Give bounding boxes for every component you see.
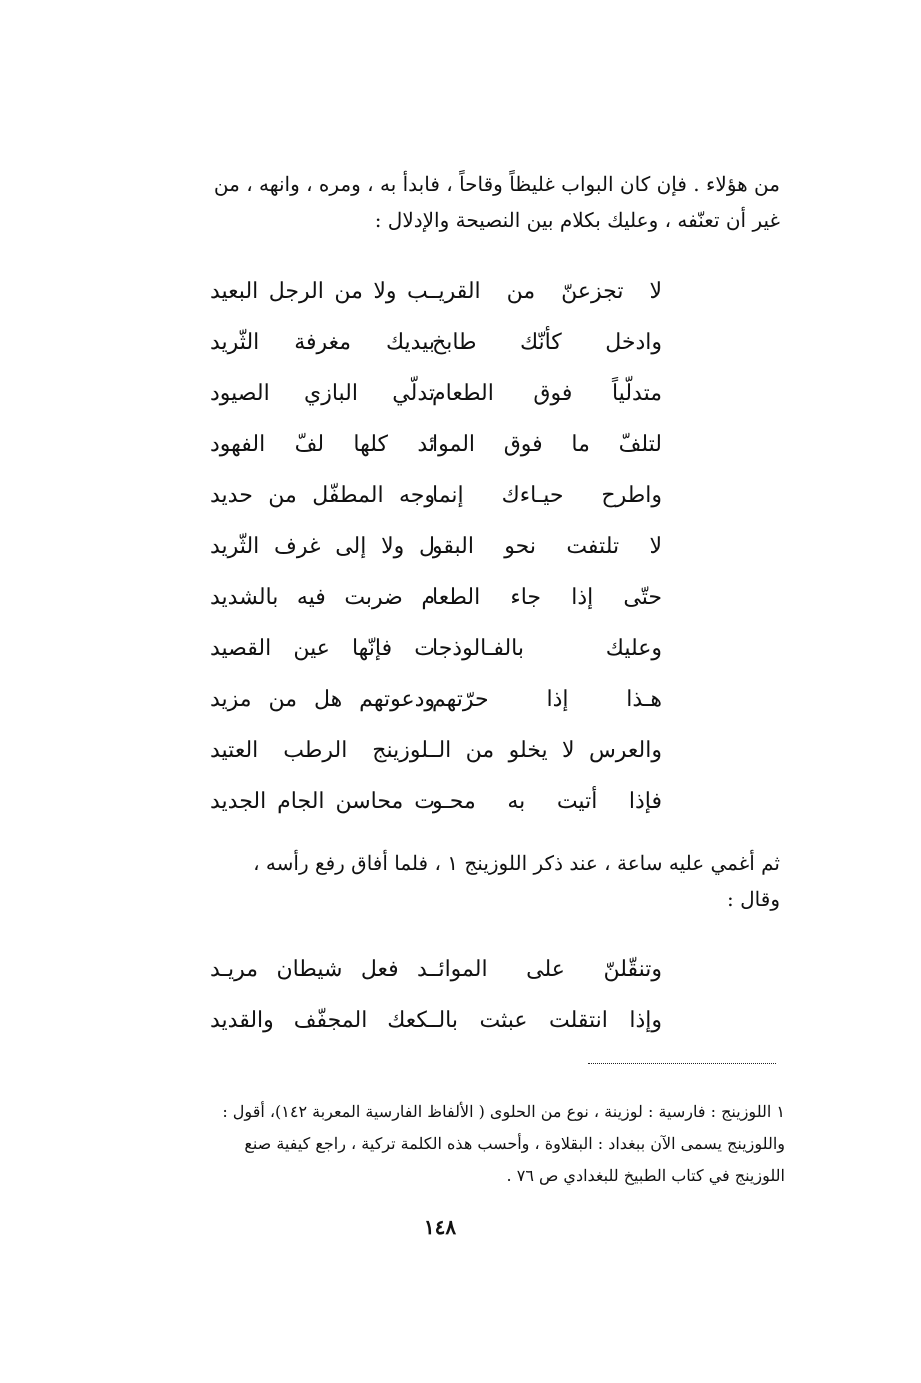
verse-second-hemistich: ت محاسن الجام الجديد xyxy=(210,789,435,814)
verse-second-hemistich: تدلّي البازي الصيود xyxy=(210,381,435,406)
poem-verse xyxy=(190,731,680,782)
verse-first-hemistich: فإذا أتيت به محـو xyxy=(432,789,662,814)
footnote xyxy=(130,1096,785,1192)
poem-verse xyxy=(190,680,680,731)
footnote-line: واللوزينج يسمى الآن ببغداد : البقلاوة ، وأحسب هذه الكلمة تركية ، راجع كيفية صنع xyxy=(244,1134,785,1153)
poem-verse xyxy=(190,629,680,680)
poem-verse xyxy=(190,476,680,527)
poem-block-2 xyxy=(190,950,680,1052)
verse-first-hemistich: وعليك بالفـالوذجا xyxy=(432,636,662,661)
poem-verse xyxy=(190,527,680,578)
poem-verse xyxy=(190,782,680,833)
footnote-line: ١ اللوزينج : فارسية : لوزينة ، نوع من الحلوى ( الألفاظ الفارسية المعربة ١٤٢)، أقول : xyxy=(222,1102,785,1121)
verse-first-hemistich: وادخل كأنّك طابخ xyxy=(432,330,662,355)
verse-first-hemistich: وإذا انتقلت عبثت بالـ xyxy=(432,1008,662,1033)
verse-second-hemistich: ودعوتهم هل من مزيد xyxy=(210,687,435,712)
poem-verse xyxy=(190,323,680,374)
verse-first-hemistich: واطرح حيـاءك إنما xyxy=(432,483,662,508)
paragraph-line: وقال : xyxy=(727,887,780,911)
verse-second-hemistich: ـلوزينج الرطب العتيد xyxy=(210,738,435,763)
footnote-line: اللوزينج في كتاب الطبيخ للبغدادي ص ٧٦ . xyxy=(506,1166,785,1185)
paragraph-fainting xyxy=(108,845,780,917)
page-number: ١٤٨ xyxy=(423,1215,457,1239)
verse-second-hemistich: ل ولا إلى غرف الثّريد xyxy=(210,534,435,559)
verse-second-hemistich: ئد كلها لفّ الفهود xyxy=(210,432,435,457)
verse-second-hemistich: ـب ولا من الرجل البعيد xyxy=(210,279,435,304)
paragraph-line: غير أن تعنّفه ، وعليك بكلام بين النصيحة والإدلال : xyxy=(374,208,780,232)
verse-first-hemistich: هـذا إذا حرّتهم xyxy=(432,687,662,712)
verse-second-hemistich: ـكعك المجفّف والقديد xyxy=(210,1008,435,1033)
verse-first-hemistich: لتلفّ ما فوق الموا xyxy=(432,432,662,457)
verse-first-hemistich: والعرس لا يخلو من الـ xyxy=(432,738,662,763)
verse-second-hemistich: م ضربت فيه بالشديد xyxy=(210,585,435,610)
paragraph-intro xyxy=(128,166,780,238)
verse-second-hemistich: ت فإنّها عين القصيد xyxy=(210,636,435,661)
poem-verse xyxy=(190,425,680,476)
footnote-divider xyxy=(588,1063,776,1064)
poem-verse xyxy=(190,578,680,629)
verse-second-hemistich: وجه المطفّل من حديد xyxy=(210,483,435,508)
verse-first-hemistich: حتّى إذا جاء الطعا xyxy=(432,585,662,610)
verse-second-hemistich: ـد فعل شيطان مريـد xyxy=(210,957,435,982)
poem-verse xyxy=(190,272,680,323)
verse-first-hemistich: لا تجزعنّ من القريـ xyxy=(432,279,662,304)
verse-first-hemistich: وتنقّلنّ على الموائـ xyxy=(432,957,662,982)
paragraph-line: ثم أغمي عليه ساعة ، عند ذكر اللوزينج ١ ، فلما أفاق رفع رأسه ، xyxy=(253,851,780,875)
verse-first-hemistich: لا تلتفت نحو البقو xyxy=(432,534,662,559)
paragraph-line: من هؤلاء . فإن كان البواب غليظاً وقاحاً ، فابدأ به ، ومره ، وانهه ، من xyxy=(213,172,780,196)
poem-block-1 xyxy=(190,272,680,833)
verse-second-hemistich: بيديك مغرفة الثّريد xyxy=(210,330,435,355)
poem-verse xyxy=(190,1001,680,1052)
verse-first-hemistich: متدلّياً فوق الطعام xyxy=(432,381,662,406)
poem-verse xyxy=(190,374,680,425)
poem-verse xyxy=(190,950,680,1001)
